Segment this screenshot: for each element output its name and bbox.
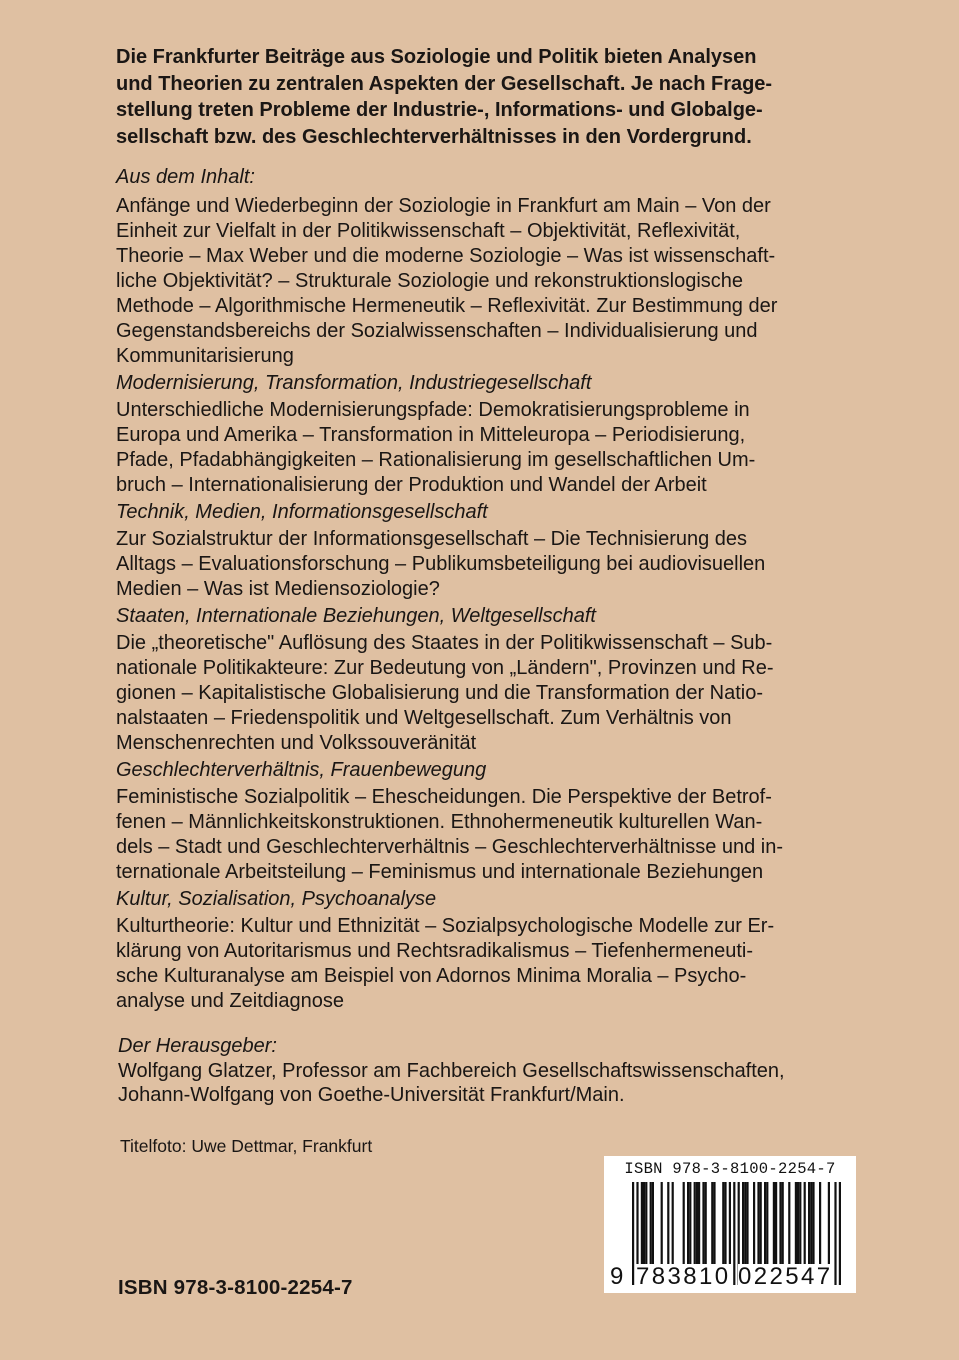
contents-line: Methode – Algorithmische Hermeneutik – Reflexivität. Zur Bestimmung der	[116, 295, 778, 317]
barcode-bar	[702, 1182, 704, 1266]
barcode-bar	[782, 1182, 784, 1266]
contents-line: Feministische Sozialpolitik – Ehescheidungen. Die Perspektive der Betrof-	[116, 786, 772, 808]
contents-line: Unterschiedliche Modernisierungspfade: Demokratisierungsprobleme in	[116, 399, 750, 421]
barcode-bar	[722, 1182, 724, 1266]
barcode-bar	[812, 1182, 814, 1266]
publisher-section	[118, 1034, 878, 1108]
barcode-first-digit: 9	[610, 1263, 626, 1290]
barcode-bar	[744, 1182, 746, 1266]
barcode-bar	[810, 1182, 812, 1266]
barcode-left-digits: 783810	[636, 1263, 731, 1290]
contents-line: dels – Stadt und Geschlechterverhältnis – Geschlechterverhältnisse und in-	[116, 836, 784, 858]
contents-heading: Aus dem Inhalt:	[116, 166, 255, 188]
section-title-geschlechter: Geschlechterverhältnis, Frauenbewegung	[116, 759, 487, 781]
barcode-bar	[689, 1182, 691, 1266]
barcode-bar	[705, 1182, 707, 1266]
intro-line: und Theorien zu zentralen Aspekten der Gesellschaft. Je nach Frage-	[116, 72, 773, 95]
section-title-modernisierung: Modernisierung, Transformation, Industriegesellschaft	[116, 372, 592, 394]
barcode-bar	[773, 1182, 775, 1266]
section-title-kultur: Kultur, Sozialisation, Psychoanalyse	[116, 888, 437, 910]
isbn-number: ISBN 978-3-8100-2254-7	[118, 1276, 353, 1299]
contents-line: Anfänge und Wiederbeginn der Soziologie in Frankfurt am Main – Von der	[116, 195, 771, 217]
barcode-bar	[757, 1182, 759, 1266]
barcode-bar	[694, 1182, 696, 1266]
barcode-bar	[795, 1182, 797, 1266]
contents-line: Einheit zur Vielfalt in der Politikwissenschaft – Objektivität, Reflexivität,	[116, 220, 741, 242]
barcode-bar	[729, 1182, 731, 1266]
contents-line: analyse und Zeitdiagnose	[116, 990, 344, 1012]
barcode-guard-bar	[839, 1182, 841, 1285]
intro-line: sellschaft bzw. des Geschlechterverhältnisses in den Vordergrund.	[116, 125, 752, 148]
contents-line: Gegenstandsbereichs der Sozialwissenschaften – Individualisierung und	[116, 320, 758, 342]
barcode-right-digits: 022547	[738, 1263, 833, 1290]
contents-line: gionen – Kapitalistische Globalisierung und die Transformation der Natio-	[116, 682, 764, 704]
barcode-bar	[797, 1182, 799, 1266]
section-title-staaten: Staaten, Internationale Beziehungen, Weltgesellschaft	[116, 605, 596, 627]
contents-line: Theorie – Max Weber und die moderne Soziologie – Was ist wissenschaft-	[116, 245, 776, 267]
barcode-bar	[672, 1182, 674, 1266]
intro-line: Die Frankfurter Beiträge aus Soziologie und Politik bieten Analysen	[116, 46, 757, 68]
barcode-guard-bar	[834, 1182, 836, 1285]
barcode-bar	[804, 1182, 806, 1266]
barcode-bar	[643, 1182, 645, 1266]
contents-line: Kommunitarisierung	[116, 345, 294, 367]
barcode-bar	[661, 1182, 663, 1266]
contents-line: klärung von Autoritarismus und Rechtsradikalismus – Tiefenhermeneuti-	[116, 940, 753, 962]
barcode-bar	[687, 1182, 689, 1266]
barcode-bar	[698, 1182, 700, 1266]
barcode-bar	[779, 1182, 781, 1266]
contents-block-staaten	[116, 631, 876, 756]
barcode-bar	[713, 1182, 715, 1266]
contents-line: Kulturtheorie: Kultur und Ethnizität – Sozialpsychologische Modelle zur Er-	[116, 915, 775, 937]
contents-block-geschlechter	[116, 785, 876, 885]
contents-line: Zur Sozialstruktur der Informationsgesellschaft – Die Technisierung des	[116, 528, 748, 550]
contents-line: nalstaaten – Friedenspolitik und Weltgesellschaft. Zum Verhältnis von	[116, 707, 732, 729]
barcode-guard-bar	[632, 1182, 634, 1285]
intro-paragraph	[116, 44, 856, 150]
barcode-bar	[819, 1182, 821, 1266]
contents-block-modernisierung	[116, 398, 876, 498]
barcode-bar	[788, 1182, 790, 1266]
barcode-bar	[652, 1182, 654, 1266]
barcode-bar	[650, 1182, 652, 1266]
barcode-bar	[764, 1182, 766, 1266]
contents-line: bruch – Internationalisierung der Produktion und Wandel der Arbeit	[116, 474, 707, 496]
barcode-isbn-label: ISBN 978-3-8100-2254-7	[624, 1160, 836, 1178]
barcode-bar	[683, 1182, 685, 1266]
barcode	[604, 1156, 856, 1293]
publisher-heading: Der Herausgeber:	[118, 1035, 277, 1057]
barcode-bar	[724, 1182, 726, 1266]
contents-line: Menschenrechten und Volkssouveränität	[116, 732, 477, 754]
contents-line: Europa und Amerika – Transformation in Mitteleuropa – Periodisierung,	[116, 424, 746, 446]
publisher-line: Johann-Wolfgang von Goethe-Universität Frankfurt/Main.	[118, 1084, 625, 1106]
contents-line: Die „theoretische" Auflösung des Staates in der Politikwissenschaft – Sub-	[116, 632, 773, 654]
contents-section	[116, 165, 876, 1014]
barcode-bar	[766, 1182, 768, 1266]
barcode-bar	[753, 1182, 755, 1266]
barcode-bar	[645, 1182, 647, 1266]
barcode-bar	[667, 1182, 669, 1266]
contents-line: Pfade, Pfadabhängigkeiten – Rationalisierung im gesellschaftlichen Um-	[116, 449, 756, 471]
photo-credit: Titelfoto: Uwe Dettmar, Frankfurt	[120, 1136, 373, 1156]
barcode-bar	[746, 1182, 748, 1266]
contents-block-technik	[116, 527, 876, 602]
barcode-bar	[808, 1182, 810, 1266]
intro-line: stellung treten Probleme der Industrie-, Informations- und Globalge-	[116, 99, 763, 121]
barcode-bar	[775, 1182, 777, 1266]
contents-block-kultur	[116, 914, 876, 1014]
barcode-guard-bar	[733, 1182, 735, 1285]
barcode-bar	[760, 1182, 762, 1266]
contents-line: Medien – Was ist Mediensoziologie?	[116, 578, 440, 600]
section-title-technik: Technik, Medien, Informationsgesellschaft	[116, 501, 488, 523]
barcode-bar	[799, 1182, 801, 1266]
contents-line: fenen – Männlichkeitskonstruktionen. Ethnohermeneutik kulturellen Wan-	[116, 811, 763, 833]
barcode-bar	[828, 1182, 830, 1266]
publisher-line: Wolfgang Glatzer, Professor am Fachbereich Gesellschaftswissenschaften,	[118, 1059, 785, 1082]
contents-line: nationale Politikakteure: Zur Bedeutung von „Ländern", Provinzen und Re-	[116, 657, 774, 679]
contents-line: sche Kulturanalyse am Beispiel von Adornos Minima Moralia – Psycho-	[116, 965, 747, 987]
barcode-bar	[696, 1182, 698, 1266]
contents-line: ternationale Arbeitsteilung – Feminismus und internationale Beziehungen	[116, 861, 764, 883]
barcode-bar	[711, 1182, 713, 1266]
contents-line: Alltags – Evaluationsforschung – Publikumsbeteiligung bei audiovisuellen	[116, 553, 766, 575]
barcode-bar	[742, 1182, 744, 1266]
contents-line: liche Objektivität? – Strukturale Soziologie und rekonstruktionslogische	[116, 270, 744, 292]
barcode-bar	[641, 1182, 643, 1266]
contents-block-general	[116, 194, 876, 369]
